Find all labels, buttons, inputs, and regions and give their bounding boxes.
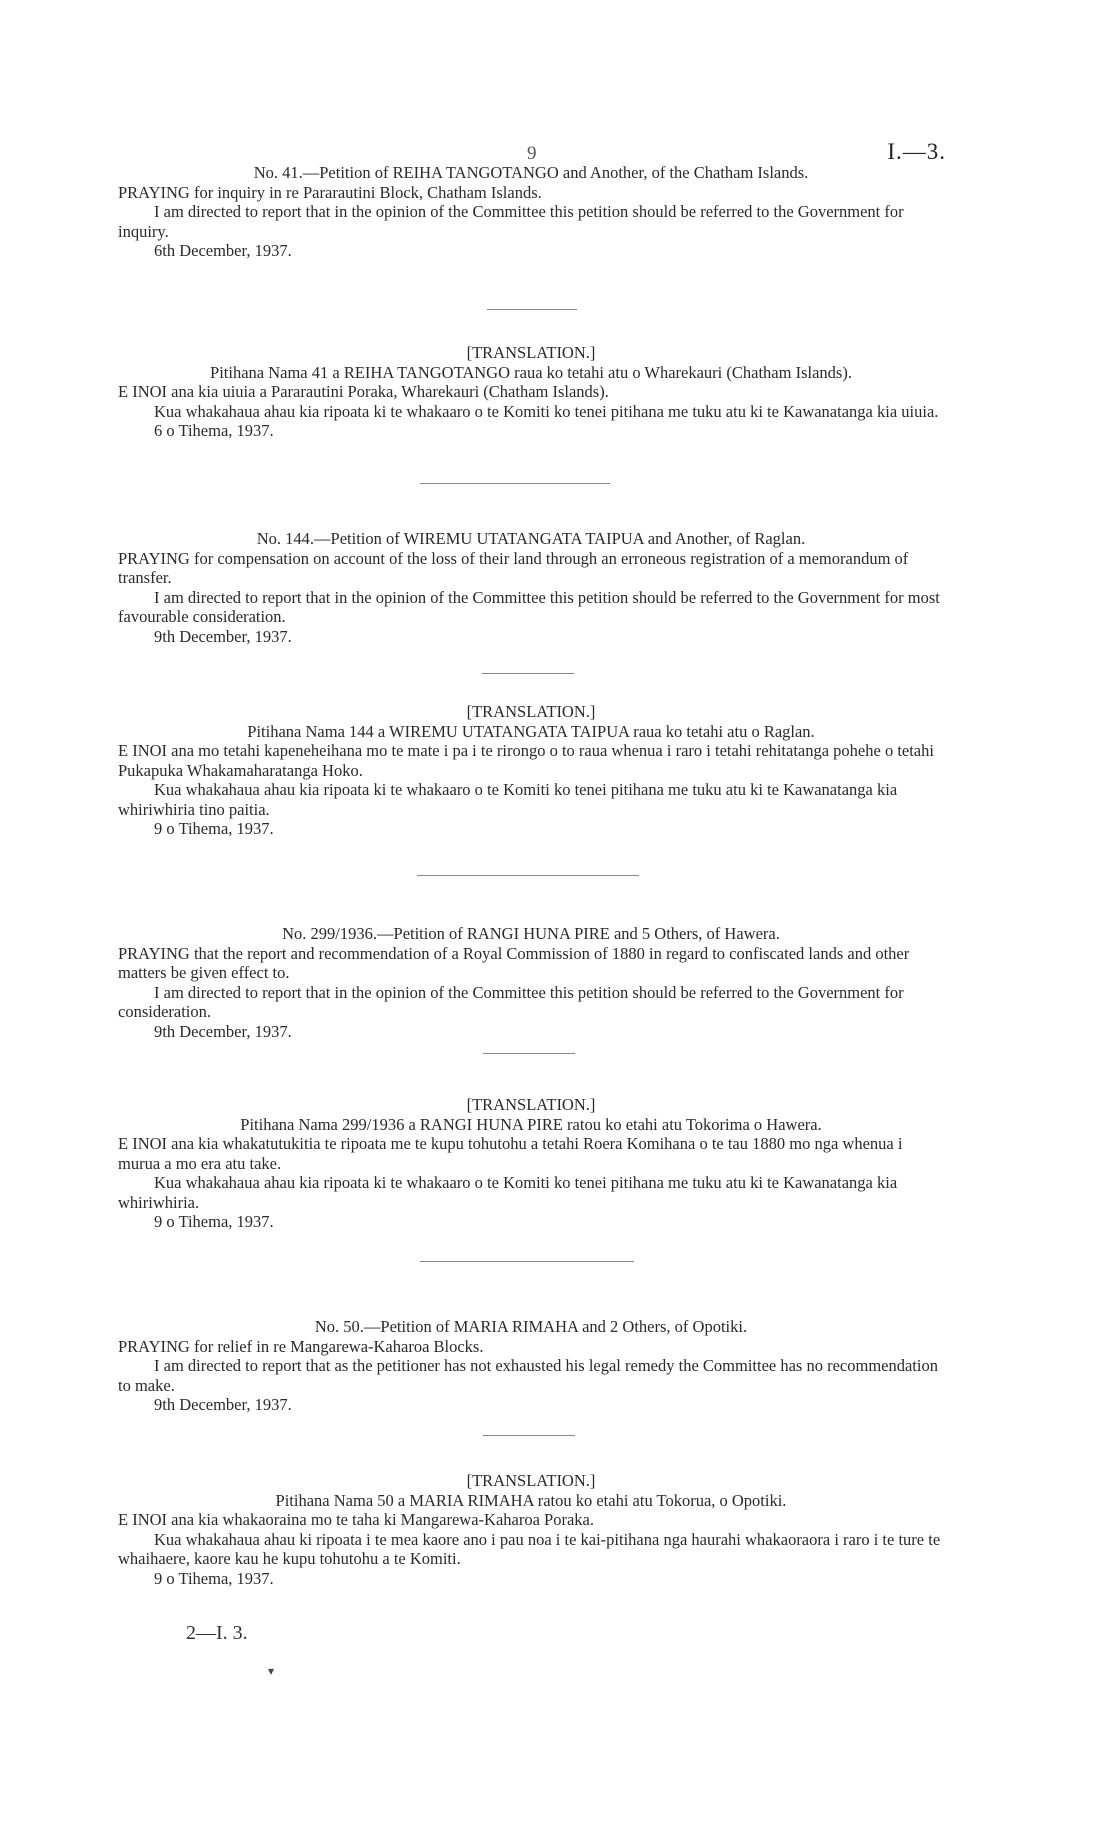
translation-report-paragraph: Kua whakahaua ahau kia ripoata ki te whakaaro o te Komiti ko tenei pitihana me tuku atu ki te Kawanatanga kia whiriwhiria. <box>118 1173 898 1212</box>
section-divider <box>420 1261 634 1262</box>
praying-paragraph: PRAYING for relief in re Mangarewa-Kaharoa Blocks. <box>118 1336 484 1356</box>
petition-50-english <box>118 1317 944 1415</box>
petition-50-translation <box>118 1471 944 1588</box>
translation-title: Pitihana Nama 299/1936 a RANGI HUNA PIRE ratou ko etahi atu Tokorima o Hawera. <box>240 1114 822 1134</box>
translation-date: 6 o Tihema, 1937. <box>154 421 274 440</box>
section-divider <box>487 309 577 310</box>
translation-title: Pitihana Nama 41 a REIHA TANGOTANGO raua ko tetahi atu o Wharekauri (Chatham Islands). <box>210 362 852 382</box>
petition-144-translation <box>118 702 944 839</box>
petition-144-english <box>118 529 944 646</box>
translation-report-paragraph: Kua whakahaua ahau kia ripoata ki te whakaaro o te Komiti ko tenei pitihana me tuku atu ki te Kawanatanga kia whiriwhiria tino paitia. <box>118 780 898 819</box>
section-divider <box>483 1435 575 1436</box>
petition-299-translation <box>118 1095 944 1232</box>
translation-report-paragraph: Kua whakahaua ahau ki ripoata i te mea kaore ano i pau noa i te kai-pitihana nga haurahi whakaoraora i raro i te ture te whaihaere, kaore kau he kupu tohutohu a te Komiti. <box>118 1529 941 1568</box>
scan-speck: ▾ <box>268 1664 275 1678</box>
translation-date: 9 o Tihema, 1937. <box>154 819 274 838</box>
page-number: 9 <box>527 143 537 164</box>
translation-heading: [TRANSLATION.] <box>466 702 596 721</box>
praying-paragraph: PRAYING that the report and recommendation of a Royal Commission of 1880 in regard to confiscated lands and other matters be given effect to. <box>118 943 910 982</box>
petition-date: 9th December, 1937. <box>154 626 292 646</box>
inoi-paragraph: E INOI ana kia whakatutukitia te ripoata me te kupu tohutohu a tetahi Roera Komihana o te tau 1880 mo nga whenua i murua a mo era atu take. <box>118 1134 903 1173</box>
translation-heading: [TRANSLATION.] <box>466 343 596 362</box>
report-paragraph: I am directed to report that as the petitioner has not exhausted his legal remedy the Committee has no recommendation to make. <box>118 1356 938 1395</box>
petition-title: No. 50.—Petition of MARIA RIMAHA and 2 Others, of Opotiki. <box>314 1317 748 1336</box>
petition-title: No. 144.—Petition of WIREMU UTATANGATA TAIPUA and Another, of Raglan. <box>256 529 806 548</box>
translation-report-paragraph: Kua whakahaua ahau kia ripoata ki te whakaaro o te Komiti ko tenei pitihana me tuku atu ki te Kawanatanga kia uiuia. <box>154 401 939 421</box>
section-divider <box>483 1053 575 1054</box>
praying-paragraph: PRAYING for inquiry in re Pararautini Block, Chatham Islands. <box>118 182 542 202</box>
report-paragraph: I am directed to report that in the opinion of the Committee this petition should be referred to the Government for inquiry. <box>118 202 904 241</box>
petition-41-translation <box>118 343 944 441</box>
signature-mark: 2—I. 3. <box>186 1622 248 1644</box>
translation-title: Pitihana Nama 144 a WIREMU UTATANGATA TAIPUA raua ko tetahi atu o Raglan. <box>247 721 815 741</box>
report-paragraph: I am directed to report that in the opinion of the Committee this petition should be referred to the Government for most favourable consideration. <box>118 587 940 626</box>
petition-date: 9th December, 1937. <box>154 1395 292 1414</box>
report-paragraph: I am directed to report that in the opinion of the Committee this petition should be referred to the Government for consideration. <box>118 982 904 1021</box>
petition-41-english <box>118 163 944 261</box>
translation-title: Pitihana Nama 50 a MARIA RIMAHA ratou ko etahi atu Tokorua, o Opotiki. <box>275 1490 787 1510</box>
translation-heading: [TRANSLATION.] <box>466 1471 596 1490</box>
translation-date: 9 o Tihema, 1937. <box>154 1568 274 1588</box>
section-divider <box>482 673 574 674</box>
petition-title: No. 299/1936.—Petition of RANGI HUNA PIRE and 5 Others, of Hawera. <box>282 924 780 943</box>
translation-date: 9 o Tihema, 1937. <box>154 1212 274 1231</box>
section-divider <box>420 483 610 484</box>
petition-299-english <box>118 924 944 1041</box>
inoi-paragraph: E INOI ana kia whakaoraina mo te taha ki Mangarewa-Kaharoa Poraka. <box>118 1510 594 1529</box>
praying-paragraph: PRAYING for compensation on account of the loss of their land through an erroneous registration of a memorandum of transfer. <box>118 548 909 587</box>
petition-date: 6th December, 1937. <box>154 241 292 260</box>
petition-date: 9th December, 1937. <box>154 1021 292 1041</box>
inoi-paragraph: E INOI ana mo tetahi kapeneheihana mo te mate i pa i te rirongo o to raua whenua i raro i tetahi rehitatanga pohehe o tetahi Pukapuka Whakamaharatanga Hoko. <box>118 741 934 780</box>
translation-heading: [TRANSLATION.] <box>466 1095 596 1114</box>
document-reference: I.—3. <box>887 139 946 164</box>
inoi-paragraph: E INOI ana kia uiuia a Pararautini Poraka, Wharekauri (Chatham Islands). <box>118 382 609 401</box>
section-divider <box>417 875 639 876</box>
petition-title: No. 41.—Petition of REIHA TANGOTANGO and Another, of the Chatham Islands. <box>253 163 809 182</box>
